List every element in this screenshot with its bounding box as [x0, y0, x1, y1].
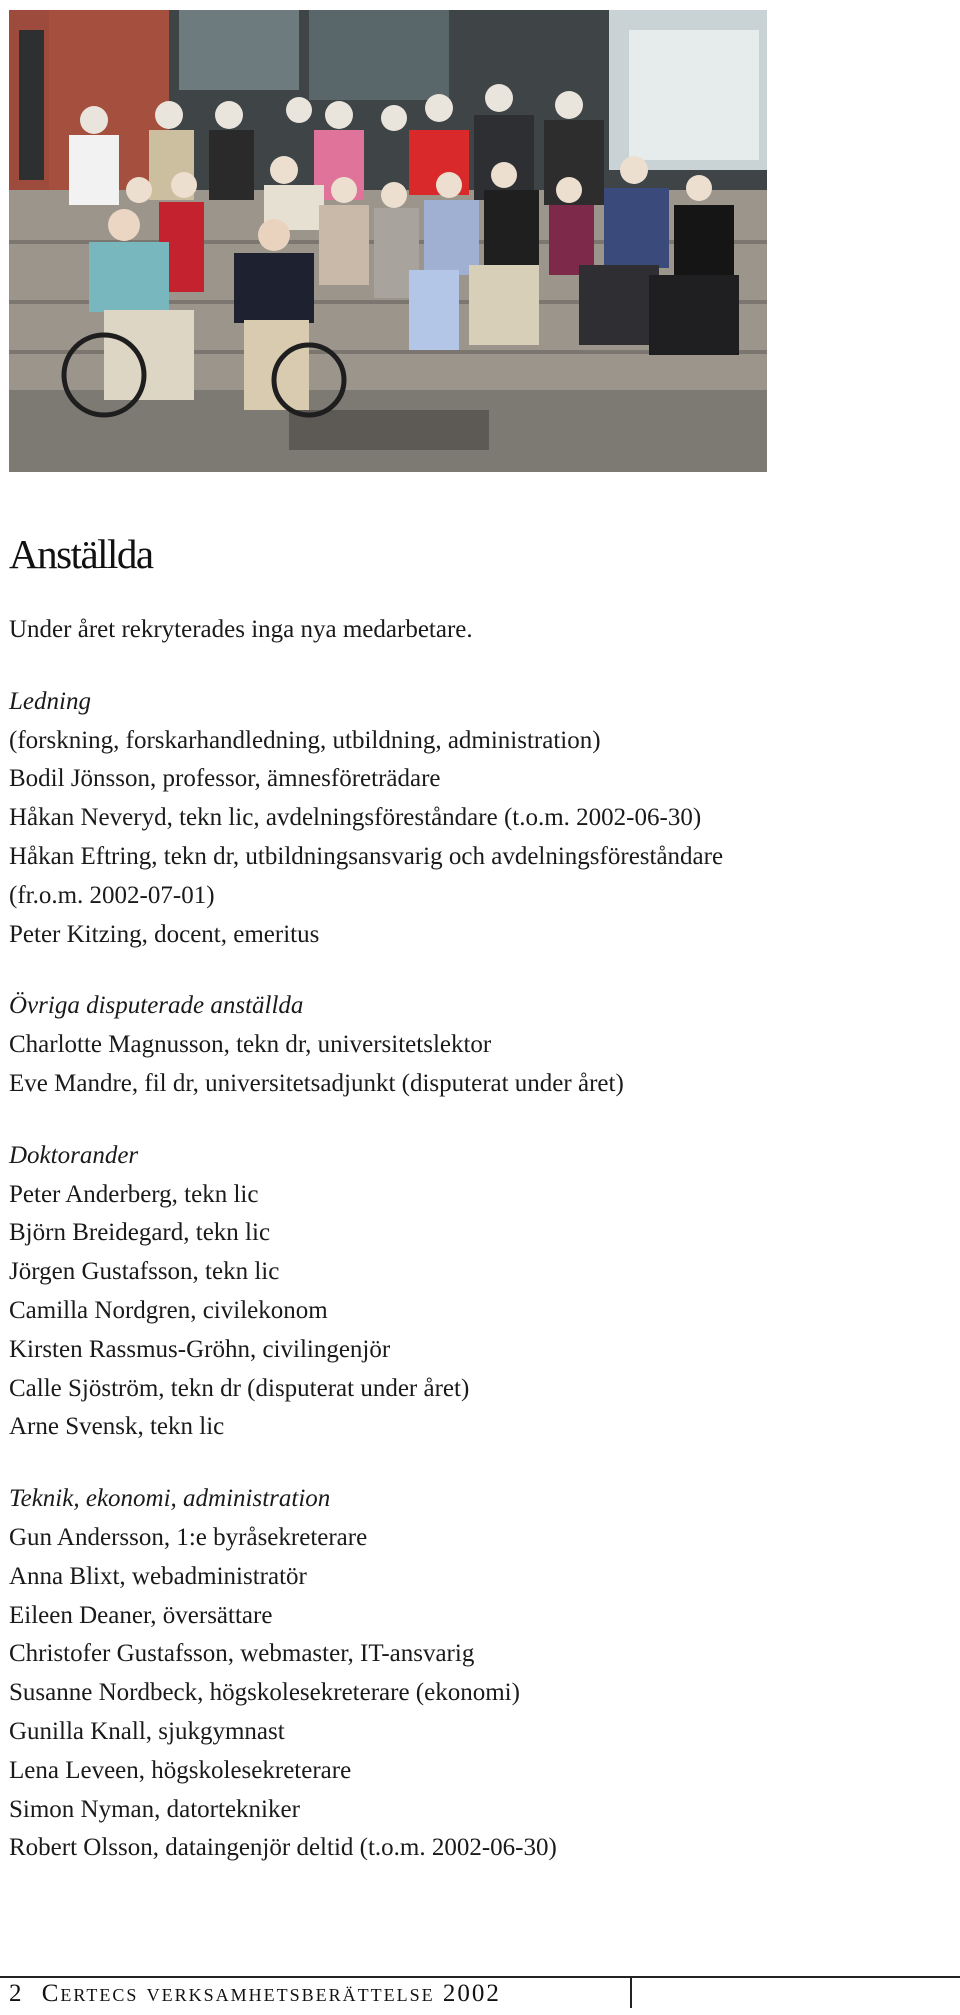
staff-list — [9, 1519, 949, 1868]
footer-title: Certecs verksamhetsberättelse 2002 — [41, 1980, 501, 2007]
section-teknik-ekonomi-administration — [9, 1480, 949, 1868]
section-title: Övriga disputerade anställda — [9, 992, 304, 1020]
list-item: Eileen Deaner, översättare — [9, 1601, 273, 1629]
list-item: Eve Mandre, fil dr, universitetsadjunkt (disputerat under året) — [9, 1069, 624, 1097]
list-item: Bodil Jönsson, professor, ämnesföreträdare — [9, 765, 441, 793]
list-item: Simon Nyman, datortekniker — [9, 1795, 300, 1823]
list-item: Calle Sjöström, tekn dr (disputerat under året) — [9, 1374, 470, 1402]
page-heading: Anställda — [9, 531, 153, 577]
list-item: Jörgen Gustafsson, tekn lic — [9, 1258, 280, 1286]
list-item: Gunilla Knall, sjukgymnast — [9, 1717, 285, 1745]
footer-vertical-divider — [630, 1978, 632, 2008]
list-item: (forskning, forskarhandledning, utbildning, administration) — [9, 726, 601, 754]
staff-list — [9, 1026, 949, 1104]
list-item: Peter Anderberg, tekn lic — [9, 1180, 259, 1208]
page-number: 2 — [9, 1980, 24, 2007]
list-item: Kirsten Rassmus-Gröhn, civilingenjör — [9, 1335, 391, 1363]
list-item: Christofer Gustafsson, webmaster, IT-ansvarig — [9, 1640, 475, 1668]
list-item: Robert Olsson, dataingenjör deltid (t.o.m. 2002-06-30) — [9, 1834, 557, 1862]
footer-divider — [0, 1976, 960, 1978]
list-item: Arne Svensk, tekn lic — [9, 1413, 225, 1441]
section-ledning — [9, 683, 949, 955]
staff-content — [9, 611, 949, 1901]
section-title: Ledning — [9, 687, 91, 715]
section-title: Teknik, ekonomi, administration — [9, 1485, 331, 1513]
list-item: Susanne Nordbeck, högskolesekreterare (ekonomi) — [9, 1679, 520, 1707]
list-item: Björn Breidegard, tekn lic — [9, 1219, 271, 1247]
staff-list — [9, 1176, 949, 1448]
list-item: (fr.o.m. 2002-07-01) — [9, 881, 215, 909]
staff-group-photo — [9, 10, 767, 472]
list-item: Gun Andersson, 1:e byråsekreterare — [9, 1523, 368, 1551]
list-item: Håkan Neveryd, tekn lic, avdelningsföreståndare (t.o.m. 2002-06-30) — [9, 804, 702, 832]
list-item: Håkan Eftring, tekn dr, utbildningsansvarig och avdelningsföreståndare — [9, 842, 724, 870]
section-ovriga-disputerade — [9, 987, 949, 1103]
group-photo-image — [9, 10, 767, 472]
list-item: Lena Leveen, högskolesekreterare — [9, 1756, 352, 1784]
intro-text: Under året rekryterades inga nya medarbetare. — [9, 616, 473, 643]
list-item: Camilla Nordgren, civilekonom — [9, 1296, 328, 1324]
list-item: Peter Kitzing, docent, emeritus — [9, 920, 320, 948]
list-item: Charlotte Magnusson, tekn dr, universitetslektor — [9, 1031, 492, 1059]
staff-list — [9, 722, 949, 955]
list-item: Anna Blixt, webadministratör — [9, 1562, 307, 1590]
section-doktorander — [9, 1137, 949, 1447]
section-title: Doktorander — [9, 1141, 139, 1169]
page-footer — [9, 1980, 501, 2008]
